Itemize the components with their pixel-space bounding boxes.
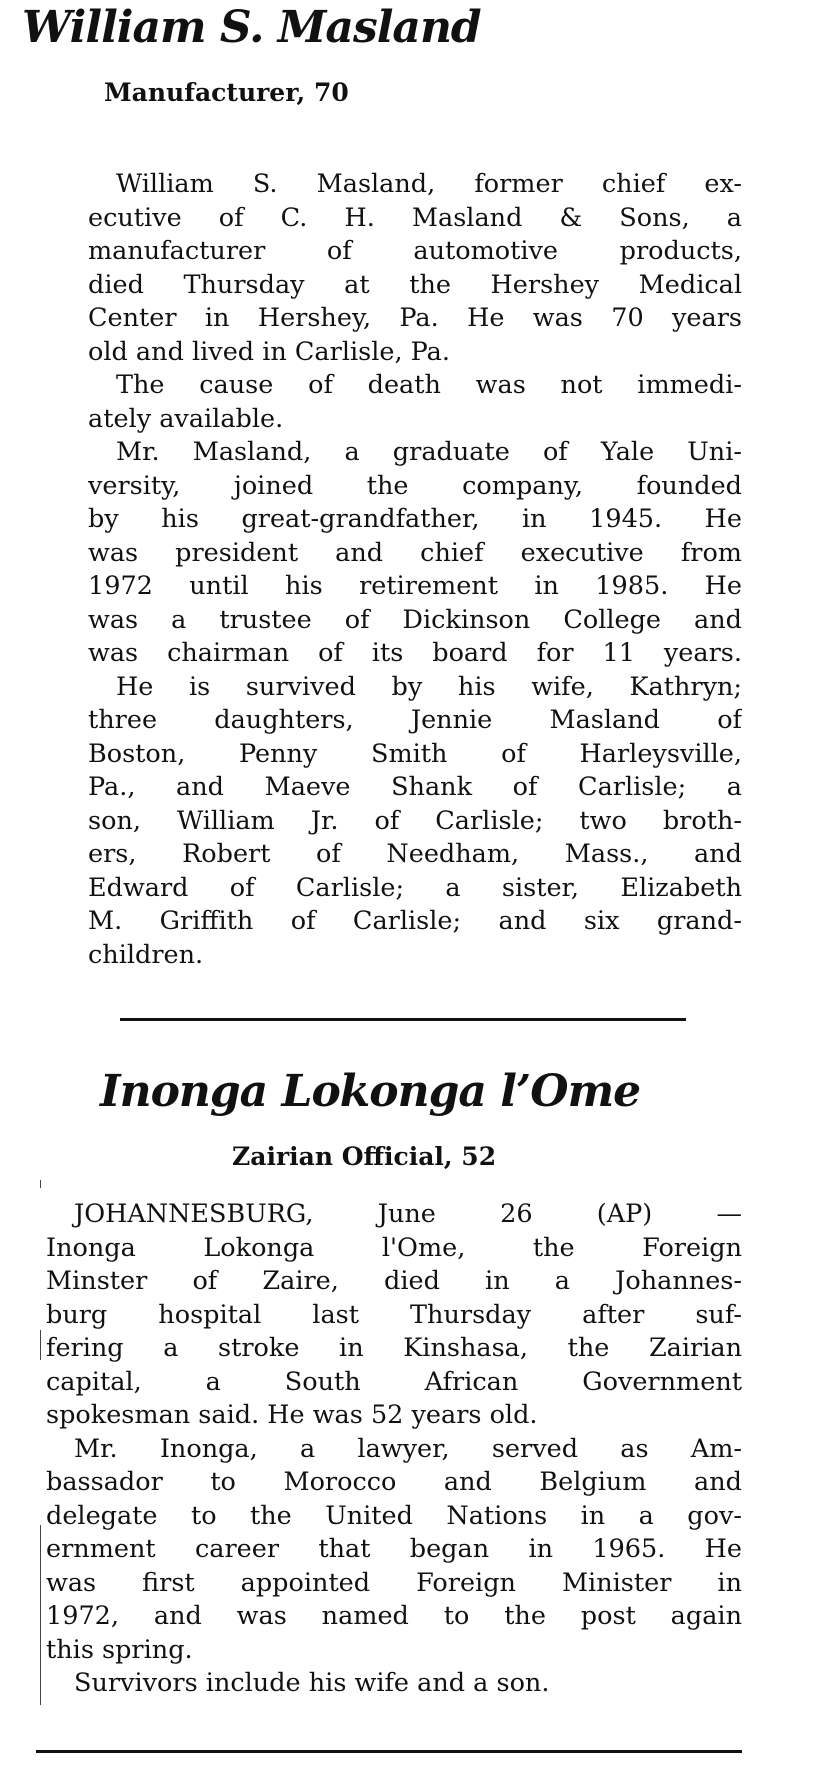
obituary-2-name: Inonga Lokonga l’Ome (100, 1066, 641, 1117)
text-line: 1972 until his retirement in 1985. He (88, 571, 742, 601)
text-line: this spring. (46, 1634, 193, 1665)
text-line: Survivors include his wife and a son. (74, 1668, 550, 1698)
text-line: children. (88, 939, 204, 970)
text-line: ecutive of C. H. Masland & Sons, a (88, 202, 742, 233)
text-line: bassador to Morocco and Belgium and (46, 1467, 742, 1497)
obituary-1-subtitle: Manufacturer, 70 (104, 78, 349, 107)
text-line: Mr. Inonga, a lawyer, served as Am- (74, 1433, 742, 1464)
text-line: Center in Hershey, Pa. He was 70 years (88, 303, 742, 333)
text-line: was president and chief executive from (88, 537, 742, 568)
text-line: Pa., and Maeve Shank of Carlisle; a (88, 772, 742, 802)
text-line: fering a stroke in Kinshasa, the Zairian (46, 1333, 742, 1363)
text-line: ernment career that began in 1965. He (46, 1534, 742, 1564)
obituary-2-paragraph-2 (46, 1433, 742, 1668)
obituary-1-name: William S. Masland (22, 2, 481, 53)
text-line: ately available. (88, 403, 284, 434)
text-line: was chairman of its board for 11 years. (88, 638, 742, 668)
text-line: died Thursday at the Hershey Medical (88, 269, 742, 300)
obituary-2-paragraph-3 (46, 1667, 742, 1701)
text-line: was first appointed Foreign Minister in (46, 1567, 742, 1598)
text-line: by his great-grandfather, in 1945. He (88, 504, 742, 534)
obituary-2-subtitle: Zairian Official, 52 (232, 1142, 497, 1171)
text-line: three daughters, Jennie Masland of (88, 705, 742, 735)
text-line: manufacturer of automotive products, (88, 236, 742, 266)
bottom-rule (36, 1750, 742, 1753)
text-line: Minster of Zaire, died in a Johannes- (46, 1266, 742, 1296)
column-margin-mark (40, 1525, 41, 1705)
text-line: Inonga Lokonga l'Ome, the Foreign (46, 1232, 742, 1263)
obituary-2-paragraph-1 (46, 1198, 742, 1433)
obituary-1-paragraph-1 (88, 168, 742, 369)
text-line: 1972, and was named to the post again (46, 1601, 742, 1631)
obituary-1-paragraph-2 (88, 369, 742, 436)
text-line: versity, joined the company, founded (88, 470, 742, 501)
text-line: son, William Jr. of Carlisle; two broth- (88, 805, 742, 836)
text-line: ers, Robert of Needham, Mass., and (88, 839, 742, 869)
text-line: Boston, Penny Smith of Harleysville, (88, 738, 742, 769)
text-line: William S. Masland, former chief ex- (116, 169, 742, 199)
obituary-1-paragraph-4 (88, 671, 742, 973)
text-line: was a trustee of Dickinson College and (88, 604, 742, 635)
section-divider (120, 1018, 686, 1021)
text-line: The cause of death was not immedi- (116, 370, 742, 400)
obituary-1-paragraph-3 (88, 436, 742, 671)
column-margin-mark (40, 1180, 41, 1188)
text-line: capital, a South African Government (46, 1366, 742, 1397)
text-line: Edward of Carlisle; a sister, Elizabeth (88, 872, 742, 903)
text-line: spokesman said. He was 52 years old. (46, 1400, 538, 1430)
text-line: Mr. Masland, a graduate of Yale Uni- (116, 437, 742, 467)
text-line: burg hospital last Thursday after suf- (46, 1299, 742, 1330)
obituary-2-body (46, 1198, 742, 1701)
text-line: JOHANNESBURG, June 26 (AP) — (74, 1199, 742, 1229)
text-line: old and lived in Carlisle, Pa. (88, 336, 450, 367)
text-line: He is survived by his wife, Kathryn; (116, 671, 742, 702)
text-line: delegate to the United Nations in a gov- (46, 1500, 742, 1531)
column-margin-mark (40, 1330, 41, 1360)
text-line: M. Griffith of Carlisle; and six grand- (88, 906, 742, 936)
obituary-1-body (88, 168, 742, 972)
